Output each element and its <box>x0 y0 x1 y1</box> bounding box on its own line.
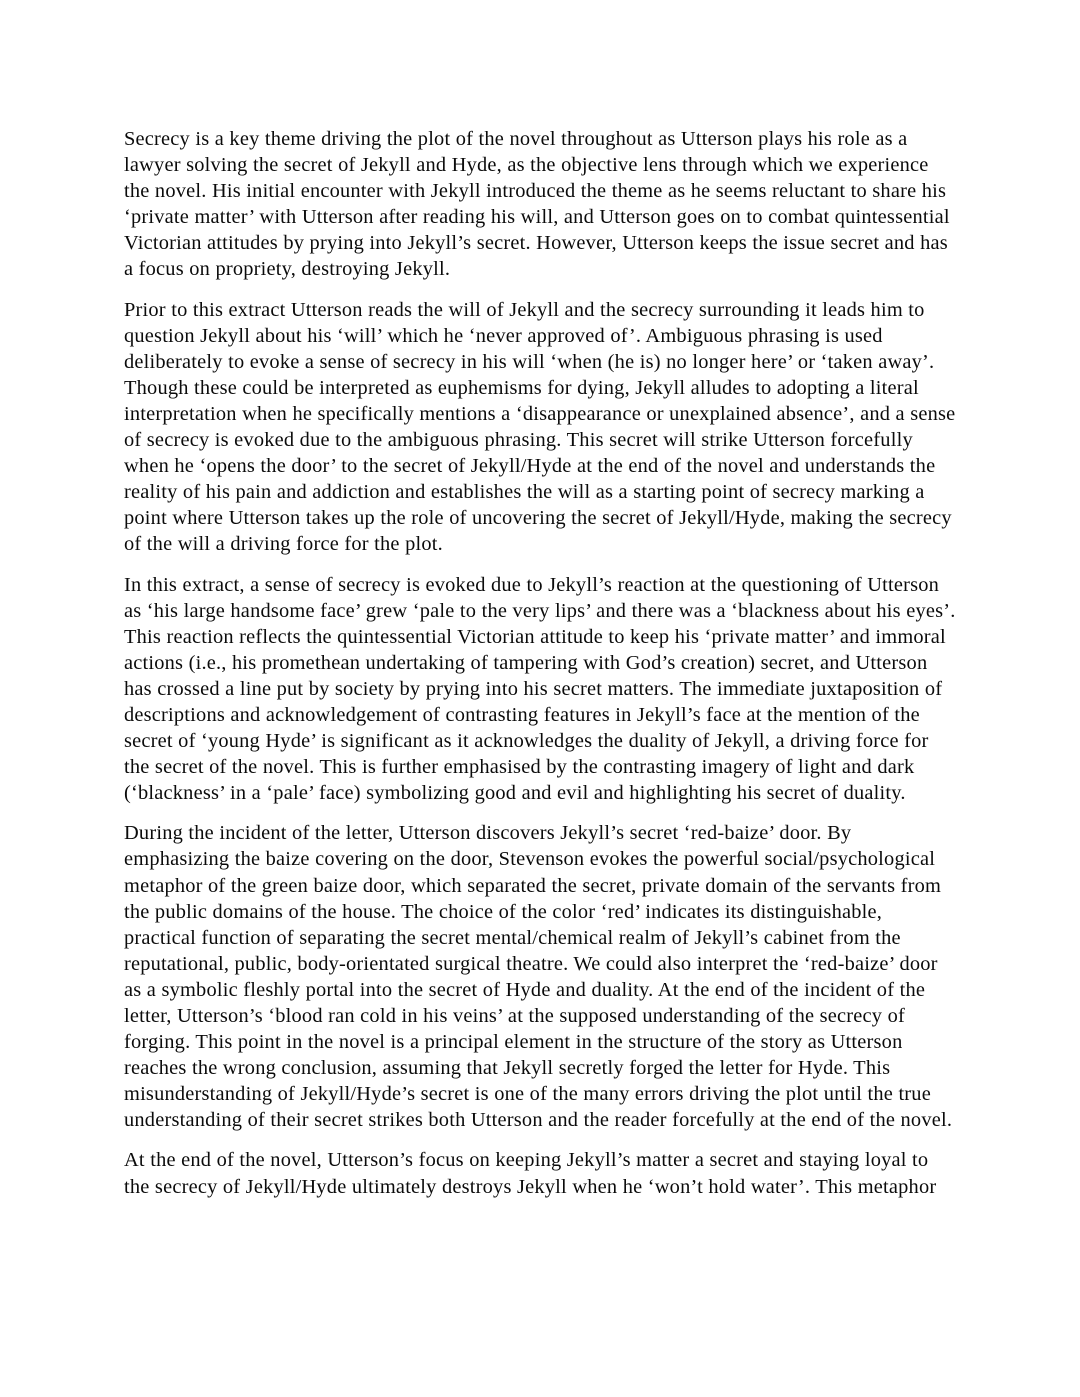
body-paragraph-3: In this extract, a sense of secrecy is evoked due to Jekyll’s reaction at the questioning of Utterson as ‘his large handsome face’ grew ‘pale to the very lips’ and there was a ‘blackness about his eyes’. This reaction reflects the quintessential Victorian attitude to keep his ‘private matter’ and immoral actions (i.e., his promethean undertaking of tampering with God’s creation) secret, and Utterson has crossed a line put by society by prying into his secret matters. The immediate juxtaposition of descriptions and acknowledgement of contrasting features in Jekyll’s face at the mention of the secret of ‘young Hyde’ is significant as it acknowledges the duality of Jekyll, a driving force for the secret of the novel. This is further emphasised by the contrasting imagery of light and dark (‘blackness’ in a ‘pale’ face) symbolizing good and evil and highlighting his secret of duality. <box>124 573 956 805</box>
document-text-column <box>124 126 956 1200</box>
body-paragraph-1: Secrecy is a key theme driving the plot of the novel throughout as Utterson plays his role as a lawyer solving the secret of Jekyll and Hyde, as the objective lens through which we experience the novel. His initial encounter with Jekyll introduced the theme as he seems reluctant to share his ‘private matter’ with Utterson after reading his will, and Utterson goes on to combat quintessential Victorian attitudes by prying into Jekyll’s secret. However, Utterson keeps the issue secret and has a focus on propriety, destroying Jekyll. <box>124 128 950 281</box>
body-paragraph-4: During the incident of the letter, Utterson discovers Jekyll’s secret ‘red-baize’ door. By emphasizing the baize covering on the door, Stevenson evokes the powerful social/psychological metaphor of the green baize door, which separated the secret, private domain of the servants from the public domains of the house. The choice of the color ‘red’ indicates its distinguishable, practical function of separating the secret mental/chemical realm of Jekyll’s cabinet from the reputational, public, body-orientated surgical theatre. We could also interpret the ‘red-baize’ door as a symbolic fleshly portal into the secret of Hyde and duality. At the end of the incident of the letter, Utterson’s ‘blood ran cold in his veins’ at the supposed understanding of the secrecy of forging. This point in the novel is a principal element in the structure of the story as Utterson reaches the wrong conclusion, assuming that Jekyll secretly forged the letter for Hyde. This misunderstanding of Jekyll/Hyde’s secret is one of the many errors driving the plot until the true understanding of their secret strikes both Utterson and the reader forcefully at the end of the novel. <box>124 822 953 1132</box>
body-paragraph-2: Prior to this extract Utterson reads the will of Jekyll and the secrecy surrounding it leads him to question Jekyll about his ‘will’ which he ‘never approved of’. Ambiguous phrasing is used deliberately to evoke a sense of secrecy in his will ‘when (he is) no longer here’ or ‘taken away’. Though these could be interpreted as euphemisms for dying, Jekyll alludes to adopting a literal interpretation when he specifically mentions a ‘disappearance or unexplained absence’, and a sense of secrecy is evoked due to the ambiguous phrasing. This secret will strike Utterson forcefully when he ‘opens the door’ to the secret of Jekyll/Hyde at the end of the novel and understands the reality of his pain and addiction and establishes the will as a starting point of secrecy marking a point where Utterson takes up the role of uncovering the secret of Jekyll/Hyde, making the secrecy of the will a driving force for the plot. <box>124 298 956 556</box>
body-paragraph-5: At the end of the novel, Utterson’s focus on keeping Jekyll’s matter a secret and staying loyal to the secrecy of Jekyll/Hyde ultimately destroys Jekyll when he ‘won’t hold water’. This metaphor <box>124 1149 937 1198</box>
